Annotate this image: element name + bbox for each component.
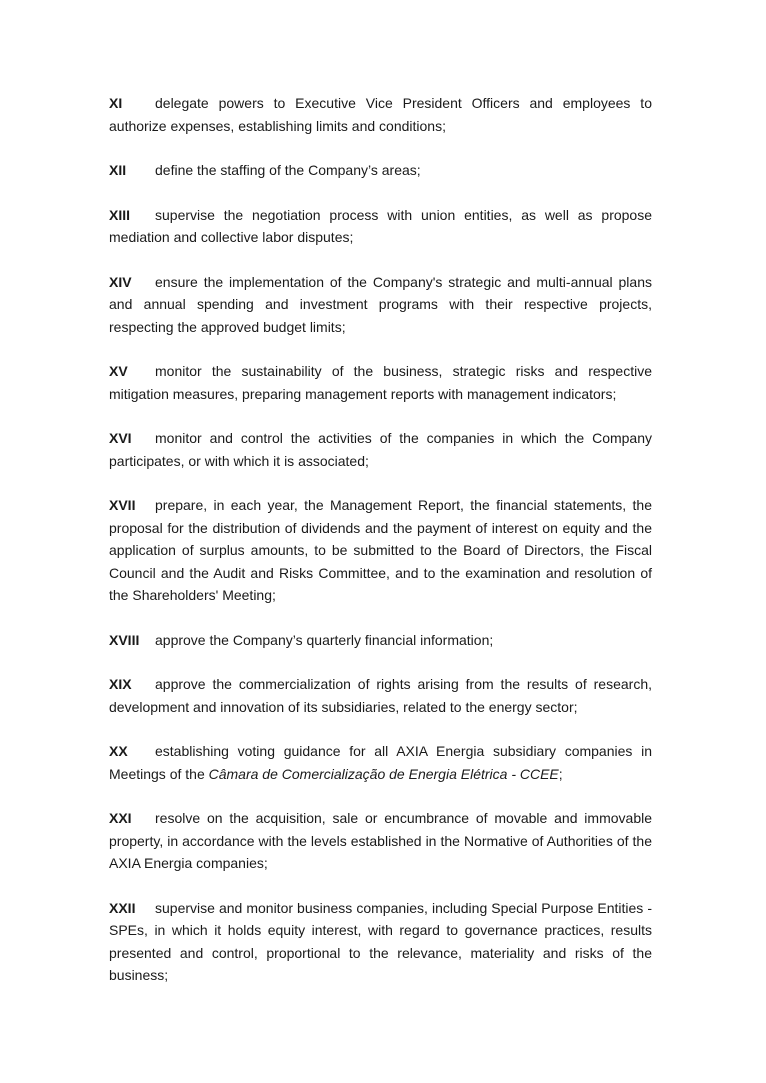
clause-xv bbox=[109, 360, 652, 405]
clause-xi bbox=[109, 92, 652, 137]
clause-text-italic: Câmara de Comercialização de Energia Elétrica - CCEE bbox=[208, 765, 559, 782]
clause-text: supervise and monitor business companies, including Special Purpose Entities - SPEs, in which it holds equity interest, with regard to governance practices, results presented and control, proportional to the relevance, materiality and risks of the business; bbox=[109, 899, 652, 983]
document-page bbox=[109, 92, 652, 1009]
clause-text: monitor the sustainability of the business, strategic risks and respective mitigation measures, preparing management reports with management indicators; bbox=[109, 363, 652, 402]
clause-xix bbox=[109, 673, 652, 718]
clause-xiii bbox=[109, 204, 652, 249]
clause-numeral: XIII bbox=[109, 206, 131, 223]
clause-numeral: XXI bbox=[109, 810, 132, 826]
clause-numeral: XVII bbox=[109, 497, 136, 513]
clause-xxi bbox=[109, 807, 652, 875]
clause-numeral: XIV bbox=[109, 273, 132, 290]
clause-text: establishing voting guidance for all AXIA Energia subsidiary companies in Meetings of the bbox=[109, 743, 652, 782]
clause-text: supervise the negotiation process with union entities, as well as propose mediation and collective labor disputes; bbox=[109, 206, 652, 245]
clause-numeral: XVI bbox=[109, 430, 132, 446]
clause-xiv bbox=[109, 271, 652, 339]
clause-numeral: XX bbox=[109, 743, 128, 759]
clause-numeral: XIX bbox=[109, 676, 132, 692]
clause-xviii bbox=[109, 629, 652, 652]
clause-xxii bbox=[109, 897, 652, 987]
clause-numeral: XVIII bbox=[109, 631, 140, 648]
clause-xx bbox=[109, 740, 652, 785]
clause-xii bbox=[109, 159, 652, 182]
clause-text: monitor and control the activities of the companies in which the Company participates, or with which it is associated; bbox=[109, 430, 652, 469]
clause-numeral: XII bbox=[109, 162, 127, 178]
clause-text-end: ; bbox=[558, 765, 563, 782]
clause-text: resolve on the acquisition, sale or encumbrance of movable and immovable property, in accordance with the levels established in the Normative of Authorities of the AXIA Energia companies; bbox=[109, 810, 652, 871]
clause-numeral: XI bbox=[109, 95, 123, 111]
clause-text: approve the commercialization of rights arising from the results of research, development and innovation of its subsidiaries, related to the energy sector; bbox=[109, 676, 652, 715]
clause-text: ensure the implementation of the Company's strategic and multi-annual plans and annual spending and investment programs with their respective projects, respecting the approved budget limits; bbox=[109, 273, 652, 335]
clause-text: approve the Company’s quarterly financial information; bbox=[155, 631, 494, 648]
clause-xvi bbox=[109, 427, 652, 472]
clause-text: define the staffing of the Company’s areas; bbox=[155, 162, 421, 178]
clause-numeral: XXII bbox=[109, 899, 136, 916]
clause-text: delegate powers to Executive Vice President Officers and employees to authorize expenses, establishing limits and conditions; bbox=[109, 95, 652, 134]
clause-numeral: XV bbox=[109, 363, 128, 379]
clause-xvii bbox=[109, 494, 652, 607]
clause-text: prepare, in each year, the Management Report, the financial statements, the proposal for the distribution of dividends and the payment of interest on equity and the application of surplus amounts, to be submitted to the Board of Directors, the Fiscal Council and the Audit and Risks Committee, and to the examination and resolution of the Shareholders' Meeting; bbox=[109, 497, 652, 603]
